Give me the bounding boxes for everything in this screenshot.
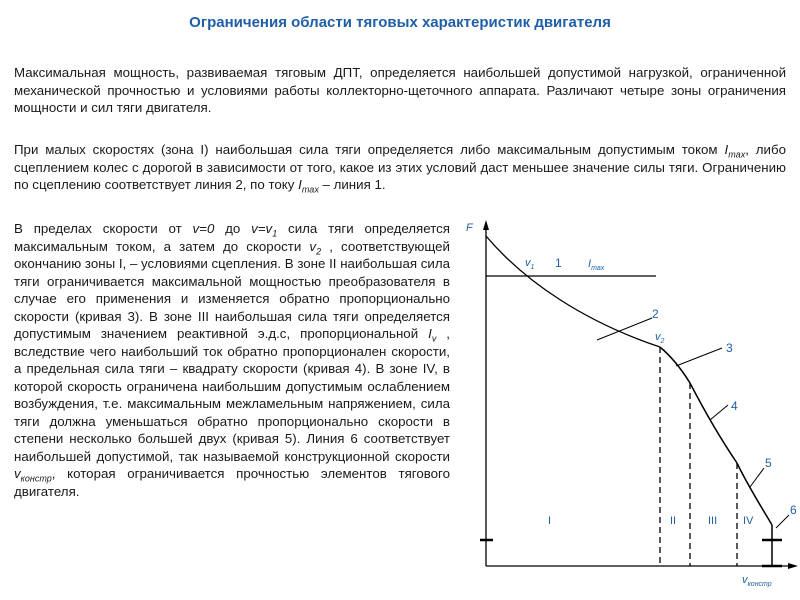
iv-symbol: $I_v$ <box>428 326 437 344</box>
zone-label-3: III <box>708 515 718 527</box>
curve-2-adhesion <box>486 236 660 347</box>
curve-label-3: 3 <box>726 341 733 355</box>
vkonstr-symbol: $v_{констр}$ <box>14 466 52 484</box>
p2-text-2: , либо сцеплением колес с дорогой в зависимости от того, какое из этих условий даст меньшее значение силы тяги. Ограничению по сцеплению соответствует линия 2, по току <box>14 142 786 192</box>
curve-label-1: 1 <box>555 256 562 270</box>
leader-2 <box>597 318 652 340</box>
curve-3-power <box>660 347 690 383</box>
zone-label-1: I <box>548 515 552 527</box>
axis-x-label: $v_{констр}$ <box>742 574 772 588</box>
zone-label-4: IV <box>743 515 754 527</box>
v0-symbol: v=0 <box>192 221 215 236</box>
curve-4 <box>690 383 737 463</box>
leader-5 <box>750 468 764 487</box>
imax-symbol: $I_{max}$ <box>724 142 746 160</box>
leader-3 <box>676 348 722 366</box>
paragraph-power-limits: Максимальная мощность, развиваемая тяговым ДПТ, определяется наибольшей допустимой нагрузкой, ограниченной механической прочностью и условиями работы коллекторно-щеточного аппарата. Различают четыре зоны ограничения мощности и сил тяги двигателя. <box>14 65 786 115</box>
x-axis-arrow <box>788 563 798 569</box>
p2-text-3: – линия 1. <box>318 177 386 192</box>
zone-label-2: II <box>670 515 677 527</box>
leader-6 <box>776 515 789 528</box>
curve-label-6: 6 <box>790 503 797 517</box>
page-title: Ограничения области тяговых характеристик двигателя <box>189 14 611 31</box>
paragraph-zone-1 <box>14 141 786 194</box>
curve-label-4: 4 <box>731 399 738 413</box>
v1-label: $v_1$ <box>525 257 535 271</box>
v2-symbol: $v_2$ <box>309 238 322 257</box>
v2-label: $v_2$ <box>655 331 665 345</box>
paragraph-zones-description: В пределах скорости от v=0 до $v=v_1$ сила тяги определяется максимальным током, а затем до скорости $v_2$ , соответствующей окончанию зоны I, – условиями сцепления. В зоне II наибольшая сила тяги ограничивается максимальной мощностью преобразователя в случае его применения и изменяется обратно пропорционально скорости (кривая 3). В зоне III наибольшая сила тяги определяется допустимым значением реактивной э.д.с, пропорциональной $I_v$ , вследствие чего наибольший ток обратно пропорционален скорости, а предельная сила тяги – квадрату скорости (кривая 4). В зоне IV, в которой скорость ограничена наибольшим допустимым ослаблением возбуждения, т.е. максимальным межламельным напряжением, сила тяги должна уменьшаться обратно пропорционально скорости в степени несколько большей двух (кривая 5). Линия 6 соответствует наибольшей допустимой, так называемой конструкционной скорости $v_{констр}$, которая ограничивается прочностью элементов тягового двигателя. <box>14 221 450 499</box>
p2-text-1: При малых скоростях (зона I) наибольшая сила тяги определяется либо максимальным допустимым током <box>14 142 725 157</box>
leader-4 <box>710 405 728 420</box>
curve-label-5: 5 <box>765 456 772 470</box>
imax-label: $I_{max}$ <box>588 258 605 272</box>
curve-label-2: 2 <box>652 307 659 321</box>
imax-symbol: $I_{max}$ <box>298 177 319 195</box>
axis-y-label: F <box>466 222 473 234</box>
v1-symbol: $v=v_1$ <box>251 221 278 239</box>
traction-characteristic-diagram <box>460 210 800 595</box>
y-axis-arrow <box>483 220 489 230</box>
